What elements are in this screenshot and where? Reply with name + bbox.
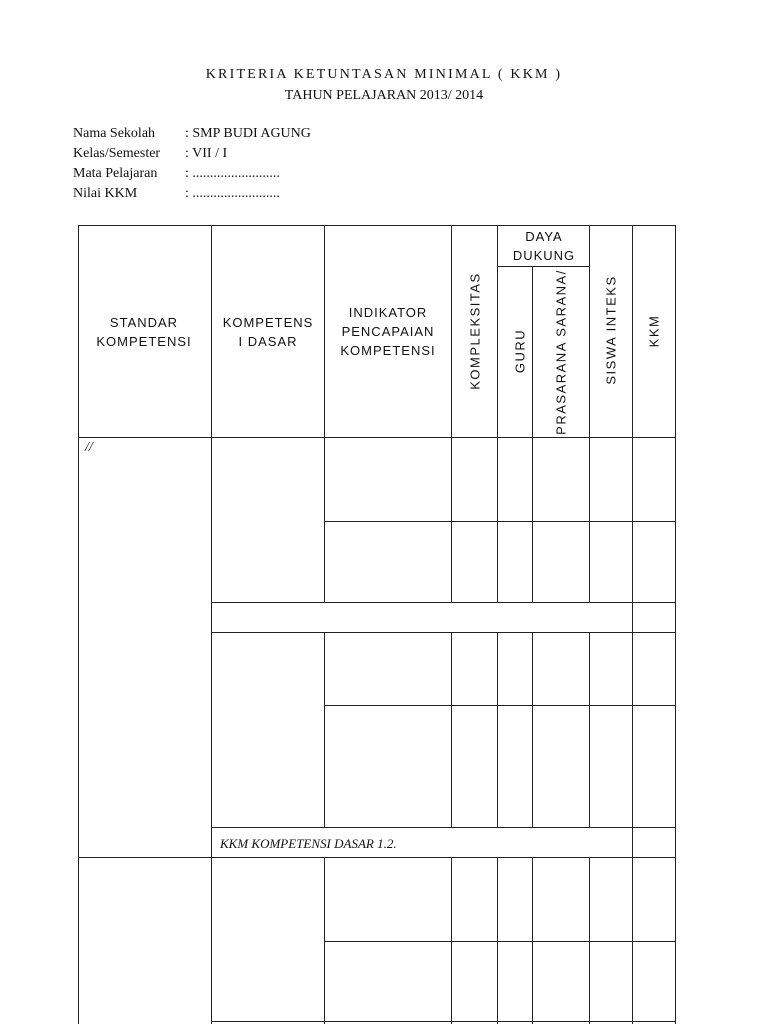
kkm-value-value: : ......................... (185, 186, 280, 201)
table-border (78, 225, 676, 226)
table-border (532, 266, 533, 602)
header-kompetensi-dasar-line2: I DASAR (238, 334, 298, 349)
header-kkm: KKM (646, 314, 662, 348)
table-border (589, 225, 590, 602)
table-border (324, 225, 325, 602)
table-border (497, 632, 498, 827)
table-border (497, 225, 498, 602)
table-border (324, 705, 676, 706)
table-border (324, 941, 676, 942)
subject-label: Mata Pelajaran (73, 166, 158, 181)
table-border (211, 632, 676, 633)
subject-value: : ......................... (185, 166, 280, 181)
header-indikator: INDIKATOR PENCAPAIAN KOMPETENSI (340, 305, 436, 358)
page-title: KRITERIA KETUNTASAN MINIMAL ( KKM ) (205, 67, 563, 82)
table-border (211, 1021, 676, 1022)
table-border (632, 225, 633, 1024)
kkm-kompetensi-dasar-row: KKM KOMPETENSI DASAR 1.2. (220, 836, 397, 851)
header-daya-dukung: DAYA DUKUNG (512, 229, 576, 263)
table-border (78, 437, 676, 438)
table-border (78, 857, 676, 858)
header-standar-kompetensi: STANDAR KOMPETENSI (96, 315, 192, 349)
table-border (211, 827, 676, 828)
table-border (589, 632, 590, 827)
class-semester-value: : VII / I (185, 146, 228, 161)
table-border (497, 266, 590, 267)
table-border (675, 225, 676, 1024)
table-border (211, 602, 676, 603)
header-kompleksitas: KOMPLEKSITAS (467, 272, 483, 390)
page-subtitle: TAHUN PELAJARAN 2013/ 2014 (284, 88, 484, 103)
header-kompetensi-dasar-line1: KOMPETENS (222, 315, 314, 330)
table-border (532, 632, 533, 827)
first-cell-mark: // (85, 440, 93, 455)
kkm-value-label: Nilai KKM (73, 186, 138, 201)
header-siswa-inteks: SISWA INTEKS (603, 275, 619, 385)
header-prasarana-sarana: PRASARANA SARANA/ (553, 269, 569, 435)
table-border (451, 632, 452, 827)
school-name-value: : SMP BUDI AGUNG (185, 126, 311, 141)
school-name-label: Nama Sekolah (73, 126, 156, 141)
header-guru: GURU (512, 328, 528, 374)
table-border (324, 632, 325, 827)
table-border (324, 521, 676, 522)
table-border (451, 225, 452, 602)
table-border (78, 225, 79, 1024)
class-semester-label: Kelas/Semester (73, 146, 161, 161)
